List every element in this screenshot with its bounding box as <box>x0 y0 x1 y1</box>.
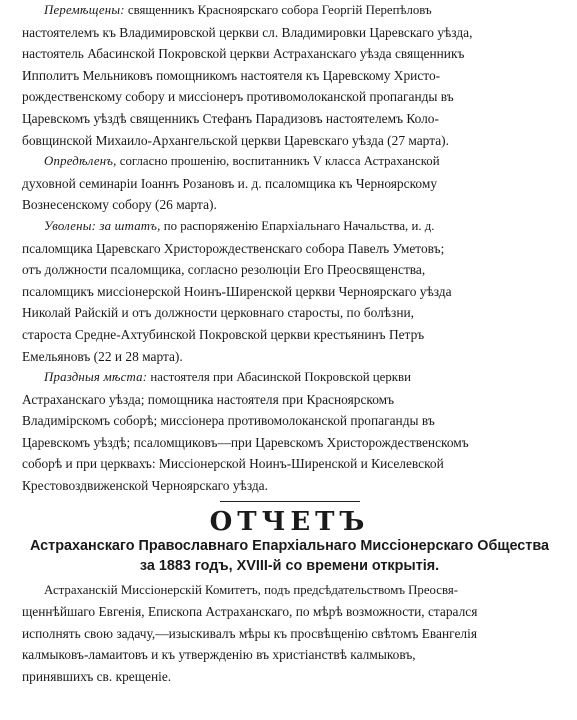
report-subtitle: Астраханскаго Православнаго Епархіальнаго Миссіонерскаго Общества <box>29 537 550 554</box>
text-line: псаломщикъ миссіонерской Ноинъ-Ширенской церкви Черноярскаго уѣзда <box>22 283 452 299</box>
lead-label: Уволены: за штатъ, <box>44 218 161 233</box>
text-line: Перемѣщены: священникъ Красноярскаго собора Георгій Перепѣловъ <box>44 3 432 17</box>
text-line: бовщинской Михаило-Архангельской церкви Царевскаго уѣзда (27 марта). <box>22 132 449 148</box>
text-line: Уволены: за штатъ, по распоряженію Епархіальнаго Начальства, и. д. <box>44 218 435 233</box>
paragraph-appointed <box>22 151 557 216</box>
text-line: соборѣ и при церквахъ: Миссіонерской Ноинъ-Ширенской и Киселевской <box>22 456 444 472</box>
section-divider <box>220 501 360 502</box>
text-line: исполнять свою задачу,—изыскивалъ мѣры къ просвѣщенію свѣтомъ Евангелія <box>22 625 477 641</box>
report-subtitle-year: за 1883 годъ, XVIII-й со времени открытія. <box>139 557 440 574</box>
text-line: Астраханскаго уѣзда; помощника настоятеля при Красноярскомъ <box>22 391 395 407</box>
text-line: Опредѣленъ, согласно прошенію, воспитанникъ V класса Астраханской <box>44 154 440 169</box>
text-line: Ипполитъ Мельниковъ помощникомъ настоятеля къ Царевскому Христо- <box>22 67 441 83</box>
lead-label: Праздныя мѣста: <box>44 370 148 385</box>
text-line: псаломщика Царевскаго Христорождественскаго собора Павелъ Уметовъ; <box>22 240 445 256</box>
text-line: настоятелемъ къ Владимировской церкви сл. Владимировки Царевскаго уѣзда, <box>22 24 473 40</box>
text-line: Царевскомъ уѣздѣ священникъ Стефанъ Парадизовъ настоятелемъ Коло- <box>22 110 439 126</box>
text-line: Крестовоздвиженской Черноярскаго уѣзда. <box>22 478 268 494</box>
text-line: калмыковъ-ламаитовъ и къ утвержденію въ христіанствѣ калмыковъ, <box>22 647 416 663</box>
text-line: Емельяновъ (22 и 28 марта). <box>22 348 183 364</box>
text-line: настоятель Абасинской Покровской церкви Астраханскаго уѣзда священникъ <box>22 46 465 62</box>
text-line: Царевскомъ уѣздѣ; псаломщиковъ—при Царевскомъ Христорождественскомъ <box>22 434 469 450</box>
paragraph-transfers <box>22 0 557 151</box>
lead-label: Опредѣленъ, <box>44 154 117 169</box>
text-line: духовной семинаріи Іоаннъ Розановъ и. д. псаломщика къ Черноярскому <box>22 175 438 191</box>
text-line: Николай Райскій и отъ должности церковнаго старосты, по болѣзни, <box>22 305 415 321</box>
paragraph-vacancies <box>22 367 557 497</box>
paragraph-dismissed <box>22 216 557 367</box>
text-line: Владимірскомъ соборѣ; миссіонера противомолоканской пропаганды въ <box>22 413 435 429</box>
text-line: Праздныя мѣста: настоятеля при Абасинской Покровской церкви <box>44 370 411 385</box>
text-line: Вознесенскому собору (26 марта). <box>22 197 217 213</box>
paragraph-report-body <box>22 580 557 688</box>
text-line: Астраханскій Миссіонерскій Комитетъ, подъ предсѣдательствомъ Преосвя- <box>44 582 459 597</box>
lead-label: Перемѣщены: <box>44 3 125 17</box>
text-line: отъ должности псаломщика, согласно резолюціи Его Преосвященства, <box>22 262 426 278</box>
report-title: ОТЧЕТЪ <box>209 506 370 537</box>
text-line: принявшихъ св. крещеніе. <box>22 669 172 685</box>
text-line: староста Средне-Ахтубинской Покровской церкви крестьянинъ Петръ <box>22 326 425 342</box>
text-line: щеннѣйшаго Евгенія, Епископа Астраханскаго, по мѣрѣ возможности, старался <box>22 604 478 620</box>
text-line: рождественскому собору и миссіонеръ противомолоканской пропаганды въ <box>22 89 454 105</box>
